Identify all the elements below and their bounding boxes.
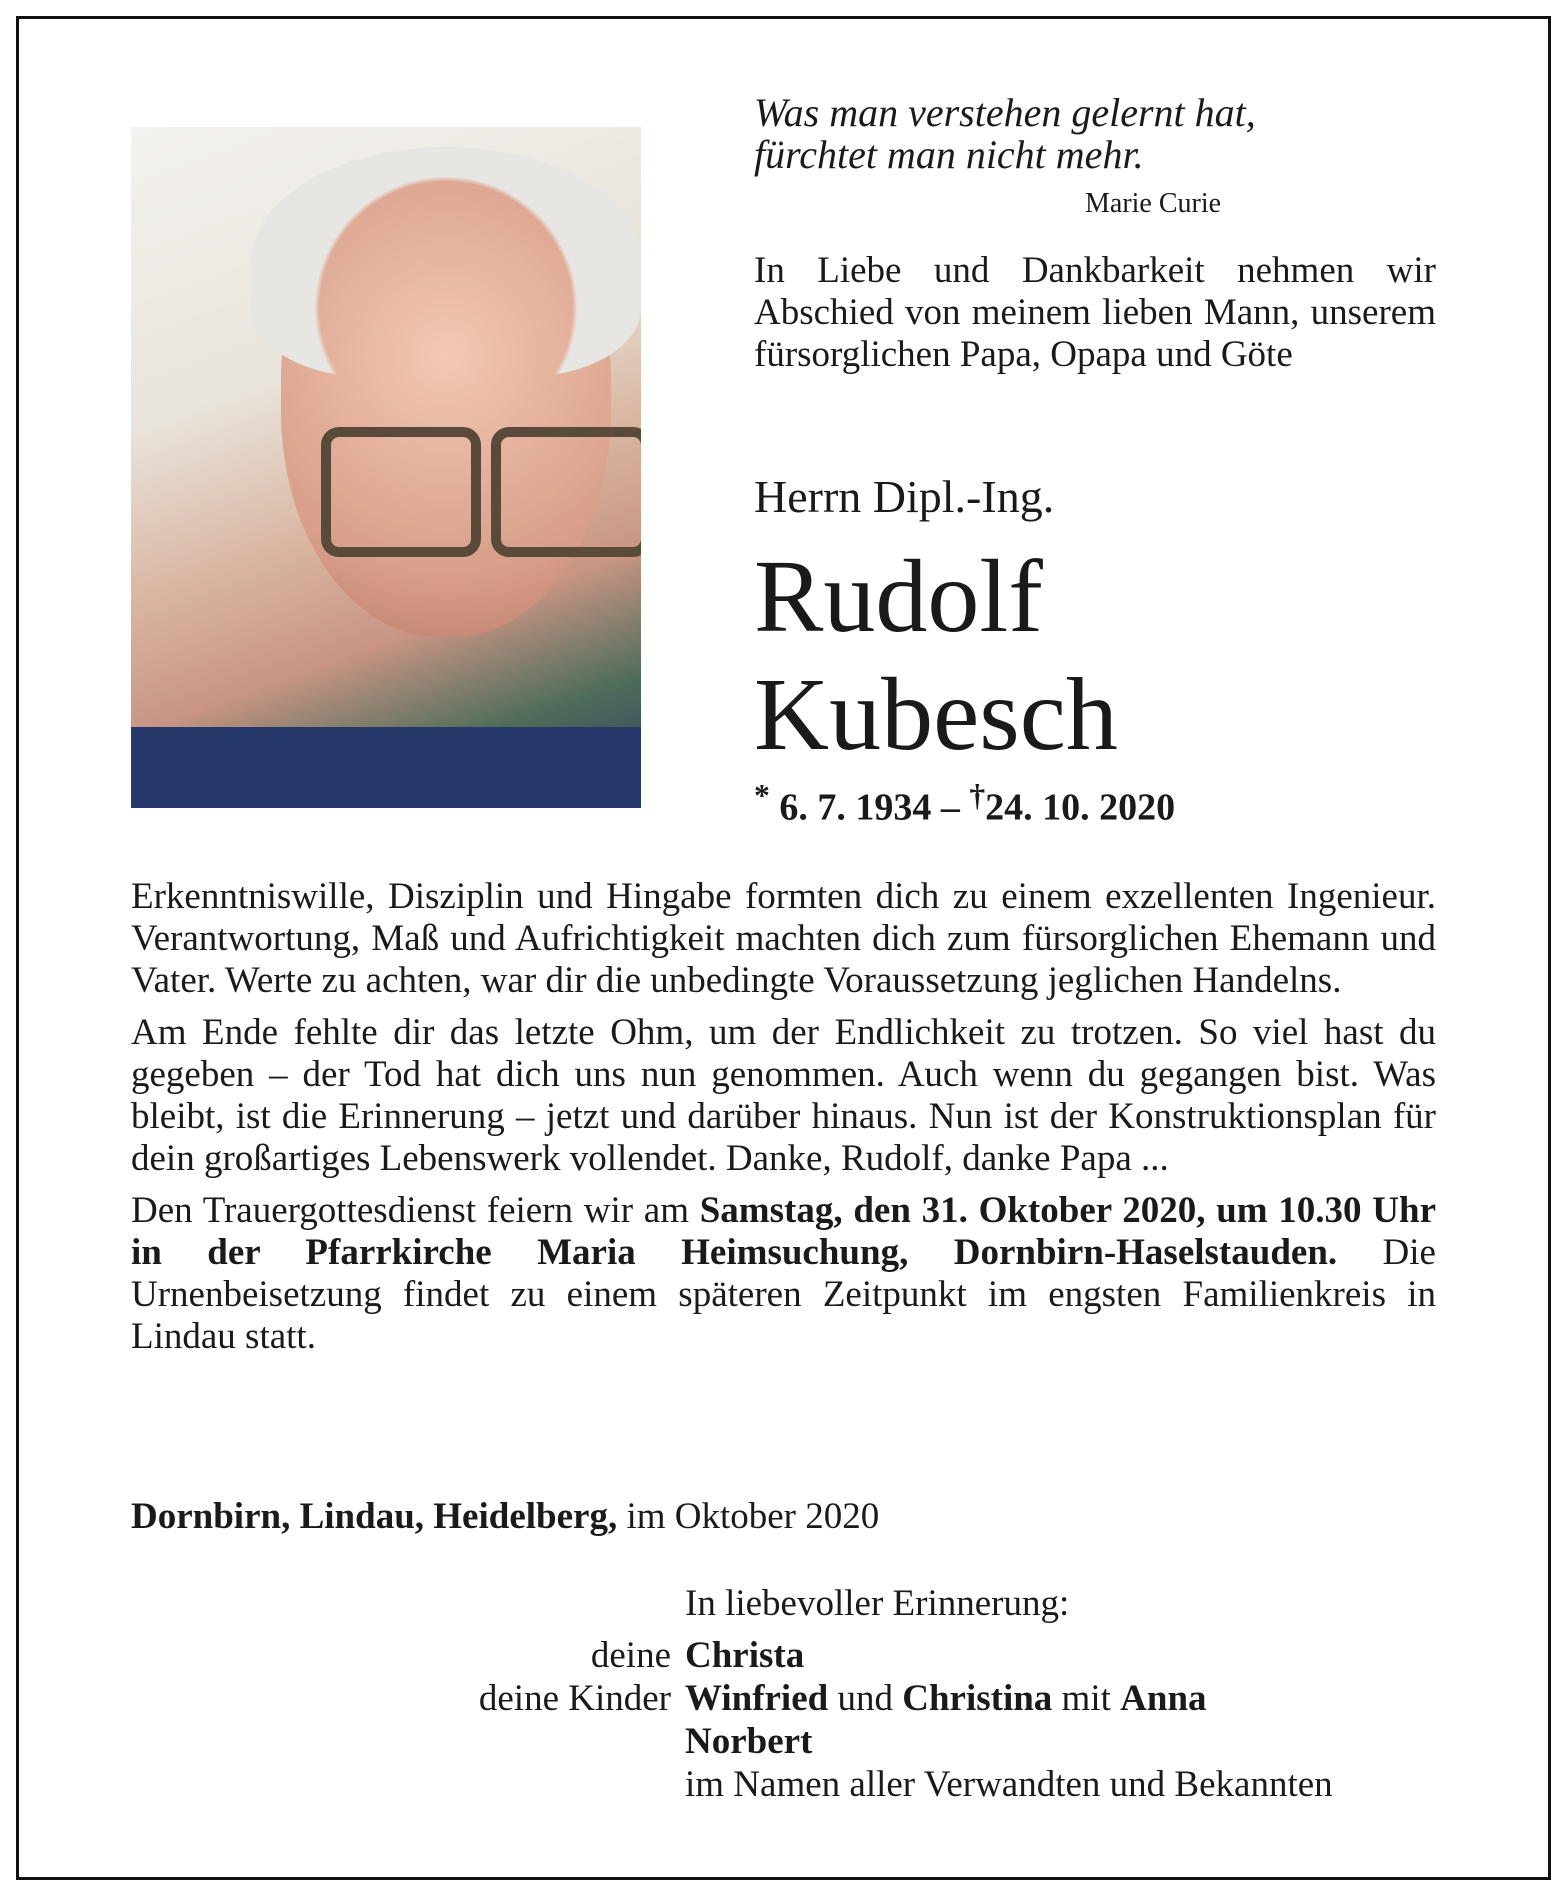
signature-list: deine Christa deine Kinder Winfried und Christina mit Anna Norbert im Namen aller Verwandten und Bekannten [478,1635,1333,1805]
deceased-name: Rudolf Kubesch [754,539,1118,772]
place-date: Dornbirn, Lindau, Heidelberg, im Oktober 2020 [131,1496,880,1537]
intro-text: In Liebe und Dankbarkeit nehmen wir Abschied von meinem lieben Mann, unserem fürsorglichen Papa, Opapa und Göte [754,250,1436,375]
salutation: Herrn Dipl.-Ing. [754,471,1055,522]
life-dates: * 6. 7. 1934 – †24. 10. 2020 [754,778,1176,829]
paragraph: Erkenntniswille, Disziplin und Hingabe formten dich zu einem exzellenten Ingenieur. Verantwortung, Maß und Aufrichtigkeit machten dich zum fürsorglichen Ehemann und Vater. Werte zu achten, war dir die unbedingte Voraussetzung jeglichen Handelns. [131,876,1436,1001]
paragraph: Am Ende fehlte dir das letzte Ohm, um der Endlichkeit zu trotzen. So viel hast du gegeben – der Tod hat dich uns nun genommen. Auch wenn du gegangen bist. Was bleibt, ist die Erinnerung – jetzt und darüber hinaus. Nun ist der Konstruktionsplan für dein großartiges Lebenswerk vollendet. Danke, Rudolf, danke Papa ... [131,1012,1436,1179]
portrait-photo [131,127,641,808]
quote-author: Marie Curie [1085,188,1222,219]
glasses [301,427,641,547]
signature-heading: In liebevoller Erinnerung: [685,1583,1070,1624]
obituary-body [131,876,1436,1368]
quote: Was man verstehen gelernt hat, fürchtet man nicht mehr. [754,90,1256,177]
service-paragraph: Den Trauergottesdienst feiern wir am Samstag, den 31. Oktober 2020, um 10.30 Uhr in der Pfarrkirche Maria Heimsuchung, Dornbirn-Haselstauden. Die Urnenbeisetzung findet zu einem späteren Zeitpunkt im engsten Familienkreis in Lindau statt. [131,1190,1436,1357]
